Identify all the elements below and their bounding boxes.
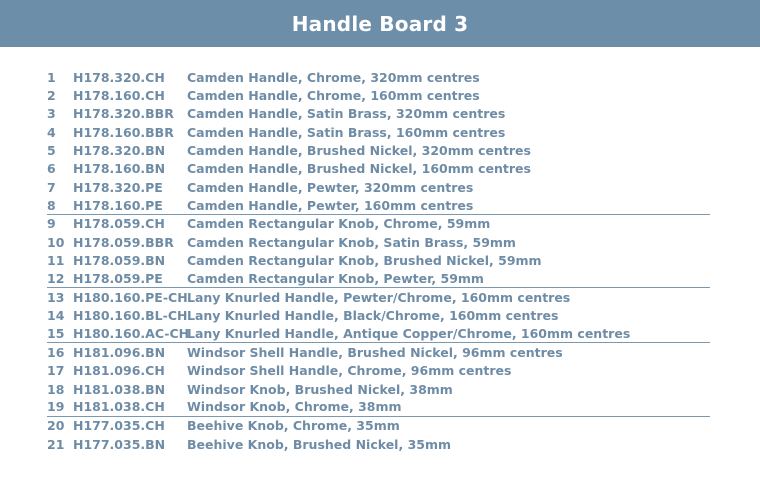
item-code: H178.059.PE (73, 270, 163, 286)
list-item (47, 362, 710, 380)
item-description: Camden Handle, Pewter, 320mm centres (187, 179, 474, 195)
item-number: 13 (47, 289, 65, 305)
list-item (47, 380, 710, 398)
item-code: H178.160.CH (73, 88, 165, 104)
item-number: 3 (47, 106, 56, 122)
item-number: 2 (47, 88, 56, 104)
list-item (47, 343, 710, 361)
item-code: H181.038.CH (73, 399, 165, 415)
item-number: 19 (47, 399, 65, 415)
item-description: Camden Rectangular Knob, Brushed Nickel, 59mm (187, 253, 542, 269)
item-code: H181.038.BN (73, 381, 166, 397)
item-code: H178.320.BN (73, 143, 166, 159)
list-item (47, 86, 710, 104)
item-code: H178.160.PE (73, 197, 163, 213)
item-description: Camden Handle, Satin Brass, 160mm centres (187, 124, 506, 140)
item-description: Camden Handle, Chrome, 320mm centres (187, 69, 480, 85)
item-number: 18 (47, 381, 65, 397)
list-item (47, 398, 710, 416)
list-item (47, 325, 710, 343)
item-number: 7 (47, 179, 56, 195)
item-description: Camden Rectangular Knob, Satin Brass, 59mm (187, 234, 516, 250)
item-number: 15 (47, 325, 65, 341)
item-code: H181.096.CH (73, 363, 165, 379)
item-number: 9 (47, 216, 56, 232)
item-description: Lany Knurled Handle, Antique Copper/Chrome, 160mm centres (187, 325, 631, 341)
item-description: Camden Handle, Pewter, 160mm centres (187, 197, 474, 213)
item-number: 20 (47, 418, 65, 434)
item-description: Lany Knurled Handle, Pewter/Chrome, 160mm centres (187, 289, 571, 305)
list-item (47, 178, 710, 196)
item-description: Windsor Knob, Chrome, 38mm (187, 399, 402, 415)
list-item (47, 251, 710, 269)
list-item (47, 306, 710, 324)
title-bar (0, 0, 760, 47)
list-item (47, 68, 710, 86)
list-item (47, 123, 710, 141)
item-description: Camden Handle, Chrome, 160mm centres (187, 88, 480, 104)
list-item (47, 270, 710, 288)
item-code: H181.096.BN (73, 344, 166, 360)
item-description: Camden Rectangular Knob, Pewter, 59mm (187, 270, 484, 286)
item-number: 1 (47, 69, 56, 85)
item-code: H180.160.BL-CH (73, 308, 188, 324)
item-code: H178.059.BBR (73, 234, 174, 250)
list-item (47, 160, 710, 178)
item-number: 6 (47, 161, 56, 177)
list-item (47, 215, 710, 233)
item-description: Camden Handle, Brushed Nickel, 320mm centres (187, 143, 531, 159)
item-code: H178.160.BN (73, 161, 166, 177)
item-code: H180.160.PE-CH (73, 289, 188, 305)
item-number: 14 (47, 308, 65, 324)
item-number: 21 (47, 436, 65, 452)
item-code: H178.059.BN (73, 253, 166, 269)
item-code: H178.059.CH (73, 216, 165, 232)
list-item (47, 435, 710, 453)
list-item (47, 288, 710, 306)
item-code: H177.035.BN (73, 436, 166, 452)
list-item (47, 141, 710, 159)
list-item (47, 417, 710, 435)
item-code: H178.320.PE (73, 179, 163, 195)
item-description: Beehive Knob, Chrome, 35mm (187, 418, 400, 434)
item-description: Camden Handle, Brushed Nickel, 160mm centres (187, 161, 531, 177)
product-list (47, 68, 710, 453)
list-item (47, 196, 710, 214)
item-number: 5 (47, 143, 56, 159)
item-number: 10 (47, 234, 65, 250)
item-code: H177.035.CH (73, 418, 165, 434)
item-number: 16 (47, 344, 65, 360)
item-number: 17 (47, 363, 65, 379)
page-title: Handle Board 3 (291, 11, 469, 36)
item-number: 4 (47, 124, 56, 140)
item-description: Lany Knurled Handle, Black/Chrome, 160mm centres (187, 308, 559, 324)
item-code: H178.160.BBR (73, 124, 174, 140)
item-description: Camden Rectangular Knob, Chrome, 59mm (187, 216, 491, 232)
list-item (47, 105, 710, 123)
item-description: Camden Handle, Satin Brass, 320mm centres (187, 106, 506, 122)
item-code: H178.320.CH (73, 69, 165, 85)
item-number: 11 (47, 253, 65, 269)
list-item (47, 233, 710, 251)
item-description: Windsor Shell Handle, Brushed Nickel, 96mm centres (187, 344, 563, 360)
item-description: Beehive Knob, Brushed Nickel, 35mm (187, 436, 452, 452)
item-number: 8 (47, 197, 56, 213)
item-description: Windsor Shell Handle, Chrome, 96mm centres (187, 363, 512, 379)
item-description: Windsor Knob, Brushed Nickel, 38mm (187, 381, 453, 397)
item-code: H180.160.AC-CH (73, 325, 190, 341)
item-number: 12 (47, 270, 65, 286)
item-code: H178.320.BBR (73, 106, 174, 122)
